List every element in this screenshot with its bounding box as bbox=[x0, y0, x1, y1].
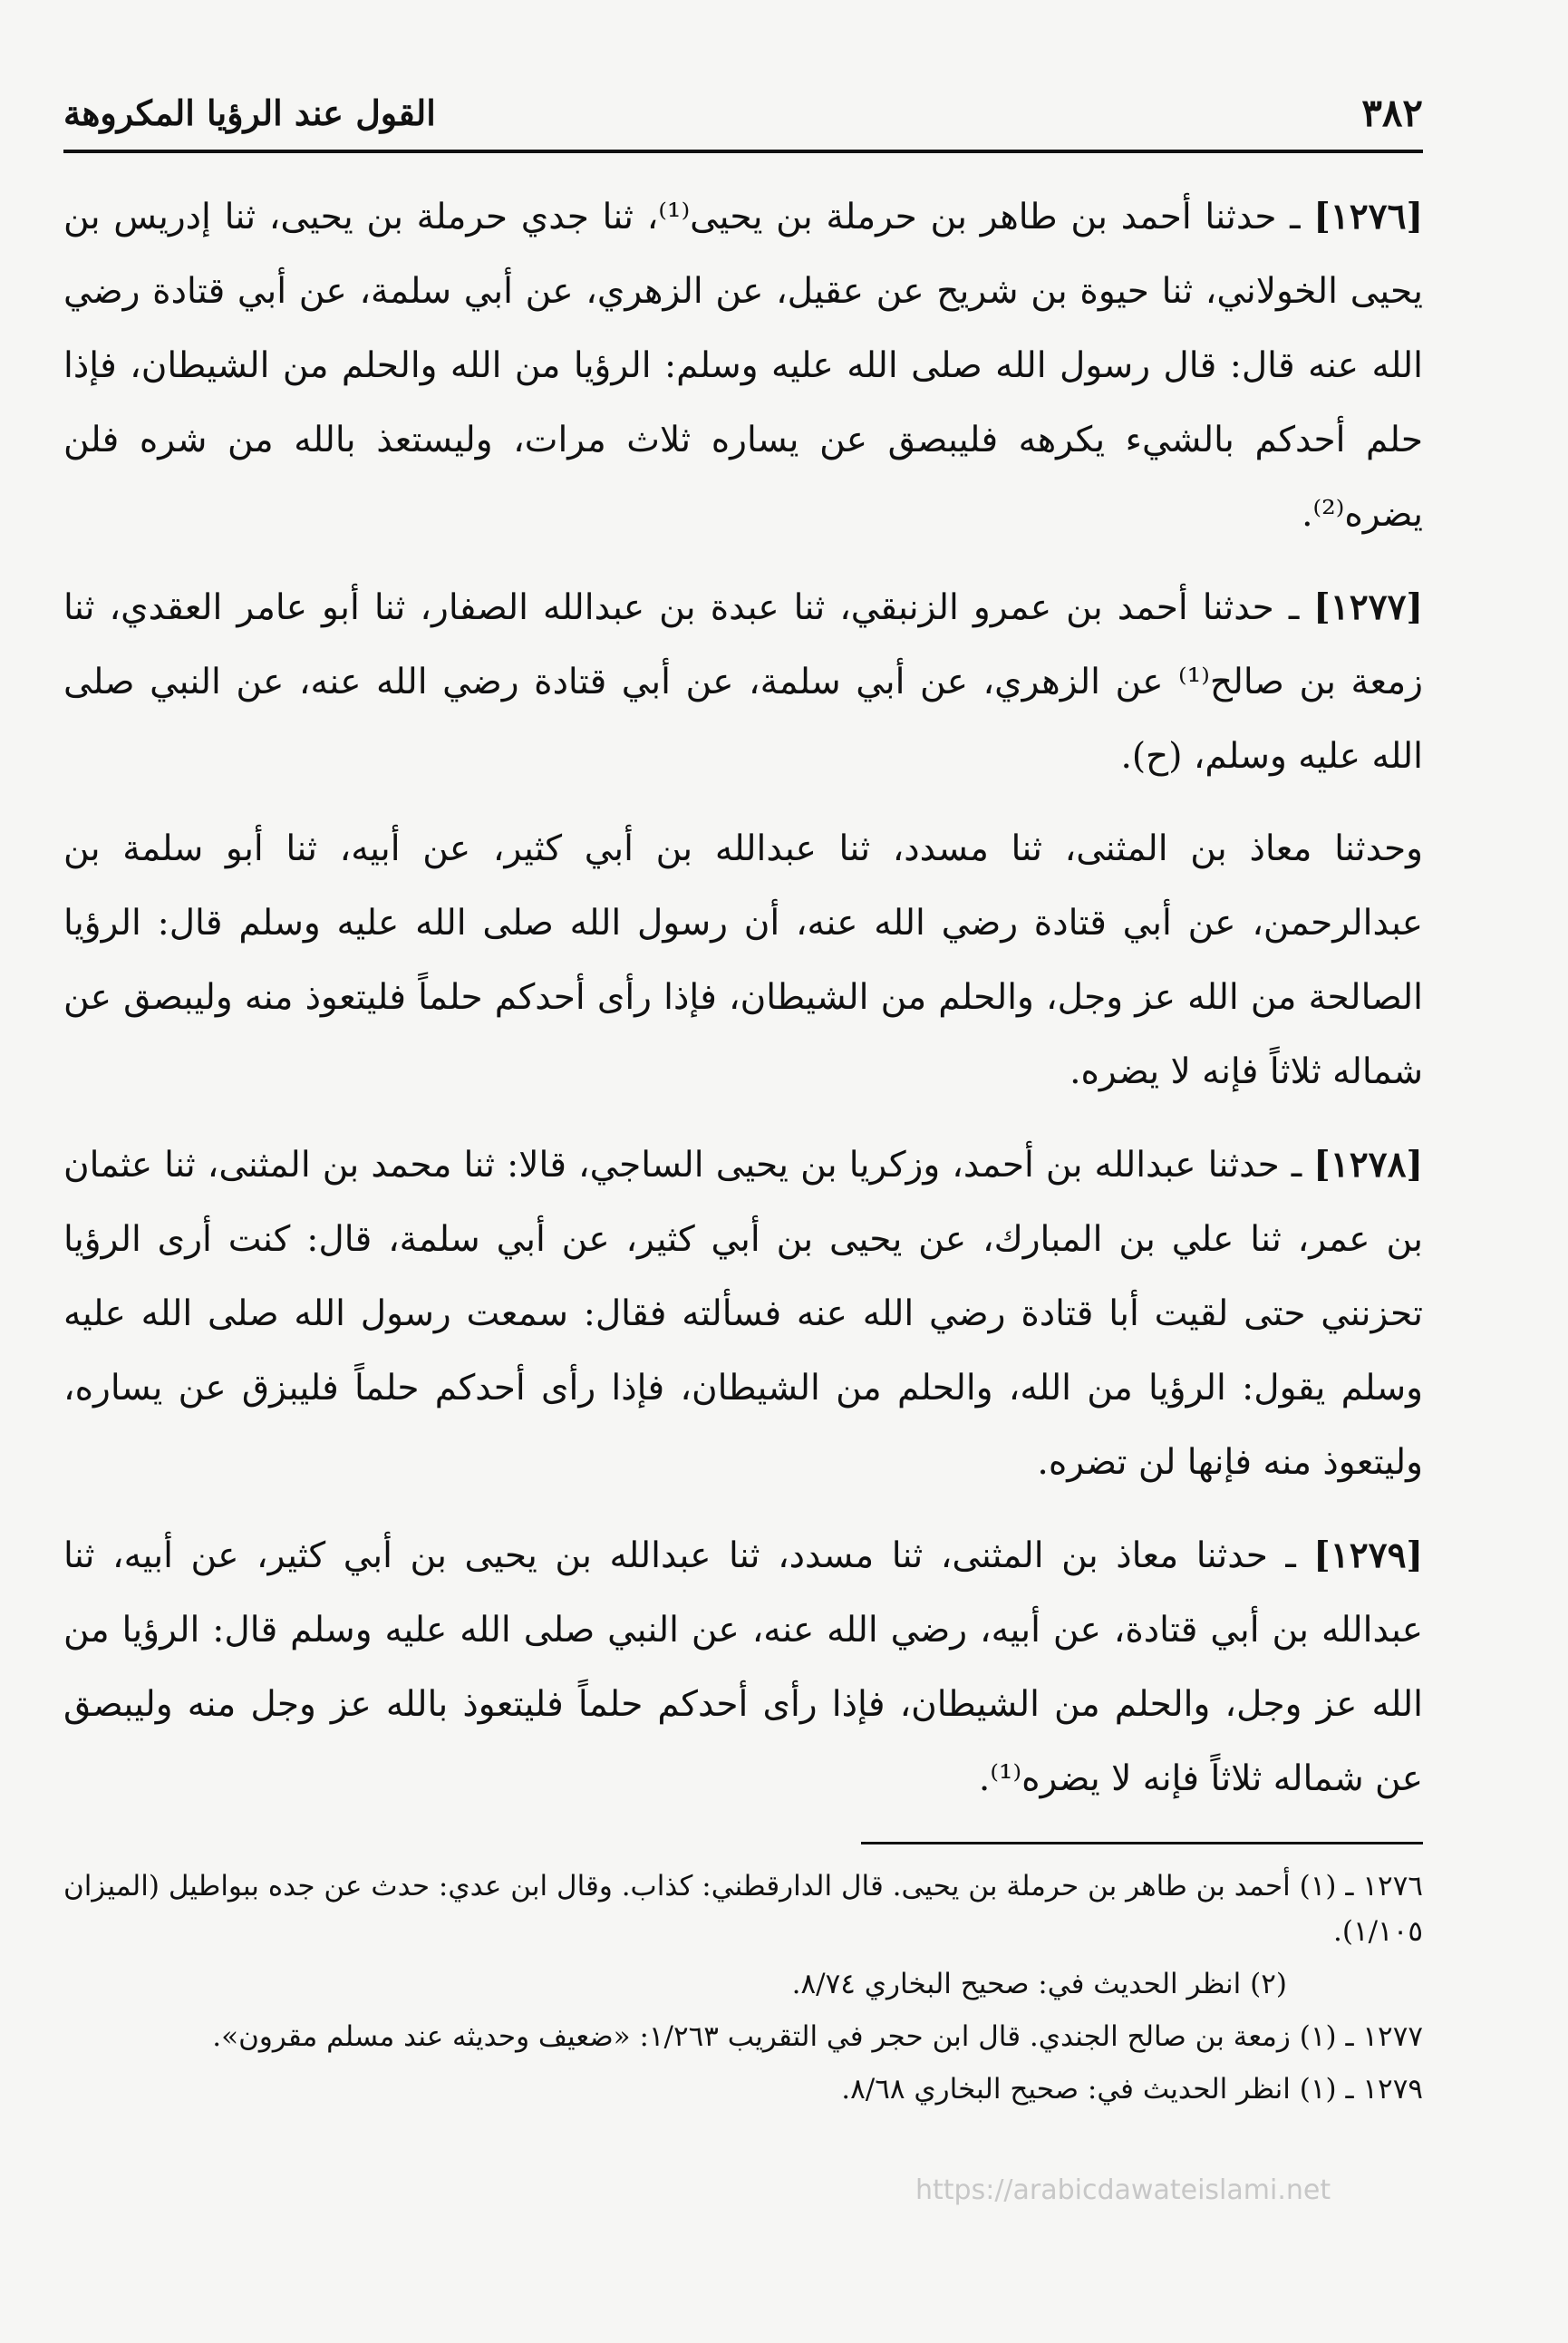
watermark-url: https://arabicdawateislami.net bbox=[915, 2174, 1331, 2206]
page-number: ٣٨٢ bbox=[1361, 91, 1423, 135]
hadith-text: ـ حدثنا أحمد بن عمرو الزنبقي، ثنا عبدة بن عبدالله الصفار، ثنا أبو عامر العقدي، ثنا زمعة بن صالح⁽¹⁾ عن الزهري، عن أبي سلمة، عن أبي قتادة رضي الله عنه، عن النبي صلى الله عليه وسلم، (ح). bbox=[63, 587, 1423, 777]
footnote-1277-1: ١٢٧٧ ـ (١) زمعة بن صالح الجندي. قال ابن حجر في التقريب ١/٢٦٣: «ضعيف وحديثه عند مسلم مقرون». bbox=[212, 2020, 1423, 2053]
hadith-1277 bbox=[63, 570, 1423, 794]
hadith-text: ـ حدثنا عبدالله بن أحمد، وزكريا بن يحيى الساجي، قالا: ثنا محمد بن المثنى، ثنا عثمان بن عمر، ثنا علي بن المبارك، عن يحيى بن أبي كثير، عن أبي سلمة، قال: كنت أرى الرؤيا تحزنني حتى لقيت أبا قتادة رضي الله عنه فسألته فقال: سمعت رسول الله صلى الله عليه وسلم يقول: الرؤيا من الله، والحلم من الشيطان، فإذا رأى أحدكم حلماً فليبزق عن يساره، وليتعوذ منه فإنها لن تضره. bbox=[63, 1145, 1423, 1483]
footnote-separator bbox=[861, 1842, 1423, 1844]
header-rule bbox=[63, 150, 1423, 153]
footnote-1276-2: (٢) انظر الحديث في: صحيح البخاري ٨/٧٤. bbox=[791, 1968, 1287, 2000]
footnotes bbox=[63, 1864, 1423, 2119]
main-text bbox=[63, 179, 1423, 1835]
footnote-1276-1: ١٢٧٦ ـ (١) أحمد بن طاهر بن حرملة بن يحيى. قال الدارقطني: كذاب. وقال ابن عدي: حدث عن جده ببواطيل (الميزان ١/١٠٥). bbox=[63, 1870, 1423, 1948]
hadith-1279 bbox=[63, 1518, 1423, 1816]
page-header bbox=[63, 77, 1423, 150]
hadith-text: ـ حدثنا أحمد بن طاهر بن حرملة بن يحيى⁽¹⁾، ثنا جدي حرملة بن يحيى، ثنا إدريس بن يحيى الخولاني، ثنا حيوة بن شريح عن عقيل، عن الزهري، عن أبي سلمة، عن أبي قتادة رضي الله عنه قال: قال رسول الله صلى الله عليه وسلم: الرؤيا من الله والحلم من الشيطان، فإذا حلم أحدكم بالشيء يكرهه فليبصق عن يساره ثلاث مرات، وليستعذ بالله من شره فلن يضره⁽²⁾. bbox=[63, 197, 1423, 535]
hadith-number: [١٢٧٨] bbox=[1313, 1144, 1423, 1186]
hadith-1277-second-chain bbox=[63, 812, 1423, 1109]
hadith-number: [١٢٧٧] bbox=[1313, 586, 1423, 628]
hadith-number: [١٢٧٩] bbox=[1313, 1535, 1423, 1576]
hadith-1278 bbox=[63, 1128, 1423, 1500]
footnote-1279-1: ١٢٧٩ ـ (١) انظر الحديث في: صحيح البخاري ٨/٦٨. bbox=[841, 2073, 1423, 2106]
book-page bbox=[63, 63, 1423, 2293]
hadith-text: وحدثنا معاذ بن المثنى، ثنا مسدد، ثنا عبدالله بن أبي كثير، عن أبيه، ثنا أبو سلمة بن عبدالرحمن، عن أبي قتادة رضي الله عنه، أن رسول الله صلى الله عليه وسلم قال: الرؤيا الصالحة من الله عز وجل، والحلم من الشيطان، فإذا رأى أحدكم حلماً فليتعوذ منه وليبصق عن شماله ثلاثاً فإنه لا يضره. bbox=[63, 828, 1423, 1092]
running-title: القول عند الرؤيا المكروهة bbox=[63, 92, 436, 133]
hadith-1276 bbox=[63, 179, 1423, 552]
hadith-number: [١٢٧٦] bbox=[1313, 196, 1424, 237]
hadith-text: ـ حدثنا معاذ بن المثنى، ثنا مسدد، ثنا عبدالله بن يحيى بن أبي كثير، عن أبيه، ثنا عبدالله بن أبي قتادة، عن أبيه، رضي الله عنه، عن النبي صلى الله عليه وسلم قال: الرؤيا من الله عز وجل، والحلم من الشيطان، فإذا رأى أحدكم حلماً فليتعوذ بالله عز وجل منه وليبصق عن شماله ثلاثاً فإنه لا يضره⁽¹⁾. bbox=[63, 1535, 1423, 1799]
